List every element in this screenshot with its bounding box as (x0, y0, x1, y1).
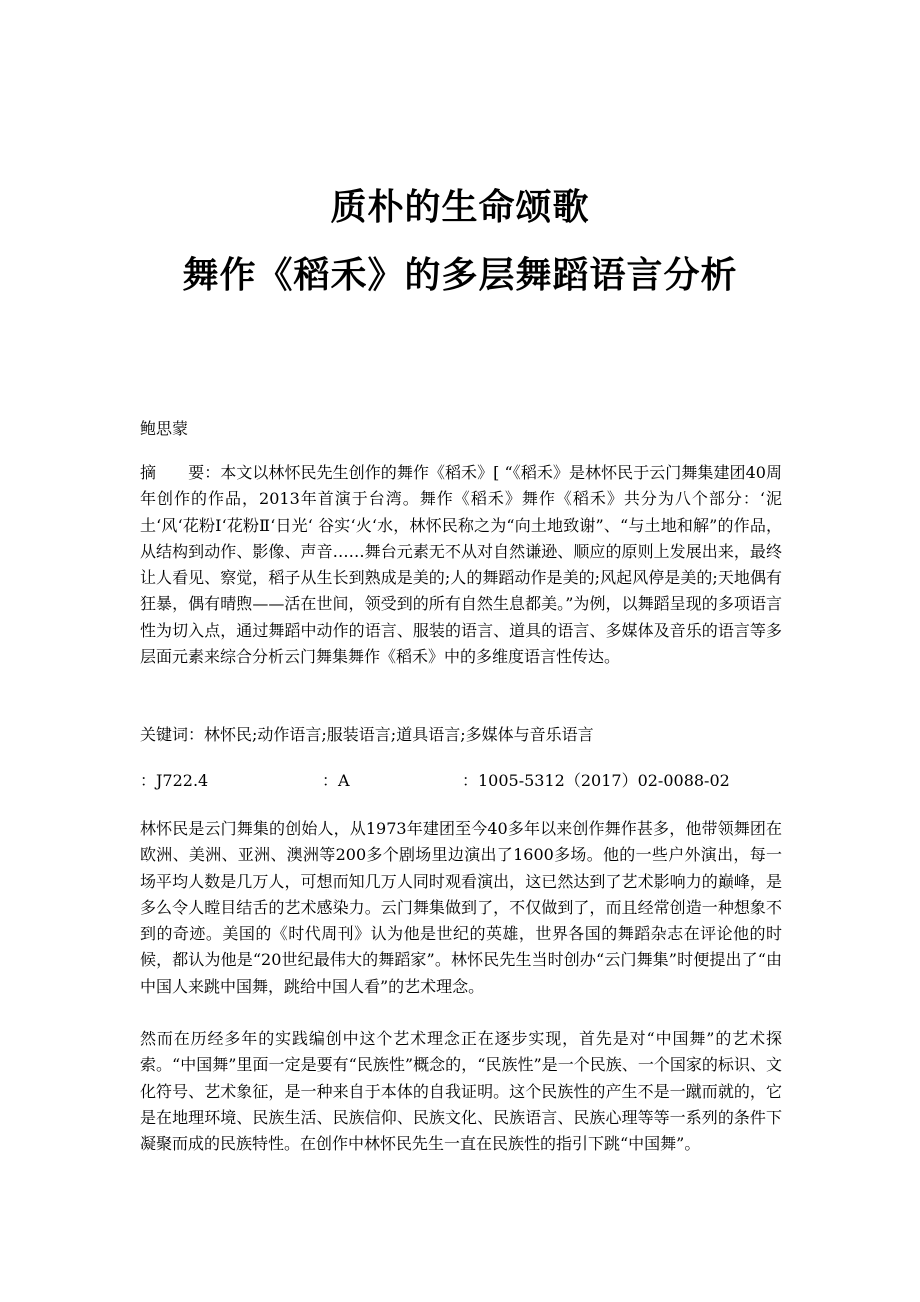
document-code: ：A (322, 771, 350, 790)
keywords-label: 关键词： (140, 725, 205, 744)
identifier-row (140, 768, 782, 794)
abstract-text: 本文以林怀民先生创作的舞作《稻禾》[ “《稻禾》是林怀民于云门舞集建团40周年创作的作品，2013年首演于台湾。舞作《稻禾》舞作《稻禾》共分为八个部分：‘泥土‘风‘花粉Ⅰ‘花粉Ⅱ‘日光‘ 谷实‘火‘水，林怀民称之为“向土地致谢”、“与土地和解”的作品，从结构到动作、影像、声音……舞台元素无不从对自然谦逊、顺应的原则上发展出来，最终让人看见、察觉，稻子从生长到熟成是美的;人的舞蹈动作是美的;风起风停是美的;天地偶有狂暴，偶有晴煦——活在世间，领受到的所有自然生息都美。”为例，以舞蹈呈现的多项语言性为切入点，通过舞蹈中动作的语言、服装的语言、道具的语言、多媒体及音乐的语言等多层面元素来综合分析云门舞集舞作《稻禾》中的多维度语言性传达。 (140, 463, 782, 667)
keywords-text: 林怀民;动作语言;服装语言;道具语言;多媒体与音乐语言 (204, 725, 594, 744)
keywords (140, 722, 782, 748)
abstract (140, 460, 782, 670)
title-line-1: 质朴的生命颂歌 (330, 187, 590, 228)
title-line-2: 舞作《稻禾》的多层舞蹈语言分析 (182, 255, 738, 296)
article-id: ：1005-5312（2017）02-0088-02 (462, 771, 730, 790)
abstract-label: 摘 要： (140, 463, 221, 482)
body-paragraph-2: 然而在历经多年的实践编创中这个艺术理念正在逐步实现，首先是对“中国舞”的艺术探索。“中国舞”里面一定是要有“民族性”概念的，“民族性”是一个民族、一个国家的标识、文化符号、艺术象征，是一种来自于本体的自我证明。这个民族性的产生不是一蹴而就的，它是在地理环境、民族生活、民族信仰、民族文化、民族语言、民族心理等等一系列的条件下凝聚而成的民族特性。在创作中林怀民先生一直在民族性的指引下跳“中国舞”。 (140, 1029, 782, 1154)
body-paragraph-1: 林怀民是云门舞集的创始人，从1973年建团至今40多年以来创作舞作甚多，他带领舞团在欧洲、美洲、亚洲、澳洲等200多个剧场里边演出了1600多场。他的一些户外演出，每一场平均人数是几万人，可想而知几万人同时观看演出，这已然达到了艺术影响力的巅峰，是多么令人瞠目结舌的艺术感染力。云门舞集做到了，不仅做到了，而且经常创造一种想象不到的奇迹。美国的《时代周刊》认为他是世纪的英雄，世界各国的舞蹈杂志在评论他的时候，都认为他是“20世纪最伟大的舞蹈家”。林怀民先生当时创办“云门舞集”时便提出了“由中国人来跳中国舞，跳给中国人看”的艺术理念。 (140, 819, 782, 996)
classification-number: ：J722.4 (140, 771, 209, 790)
author-name: 鲍思蒙 (140, 419, 189, 438)
